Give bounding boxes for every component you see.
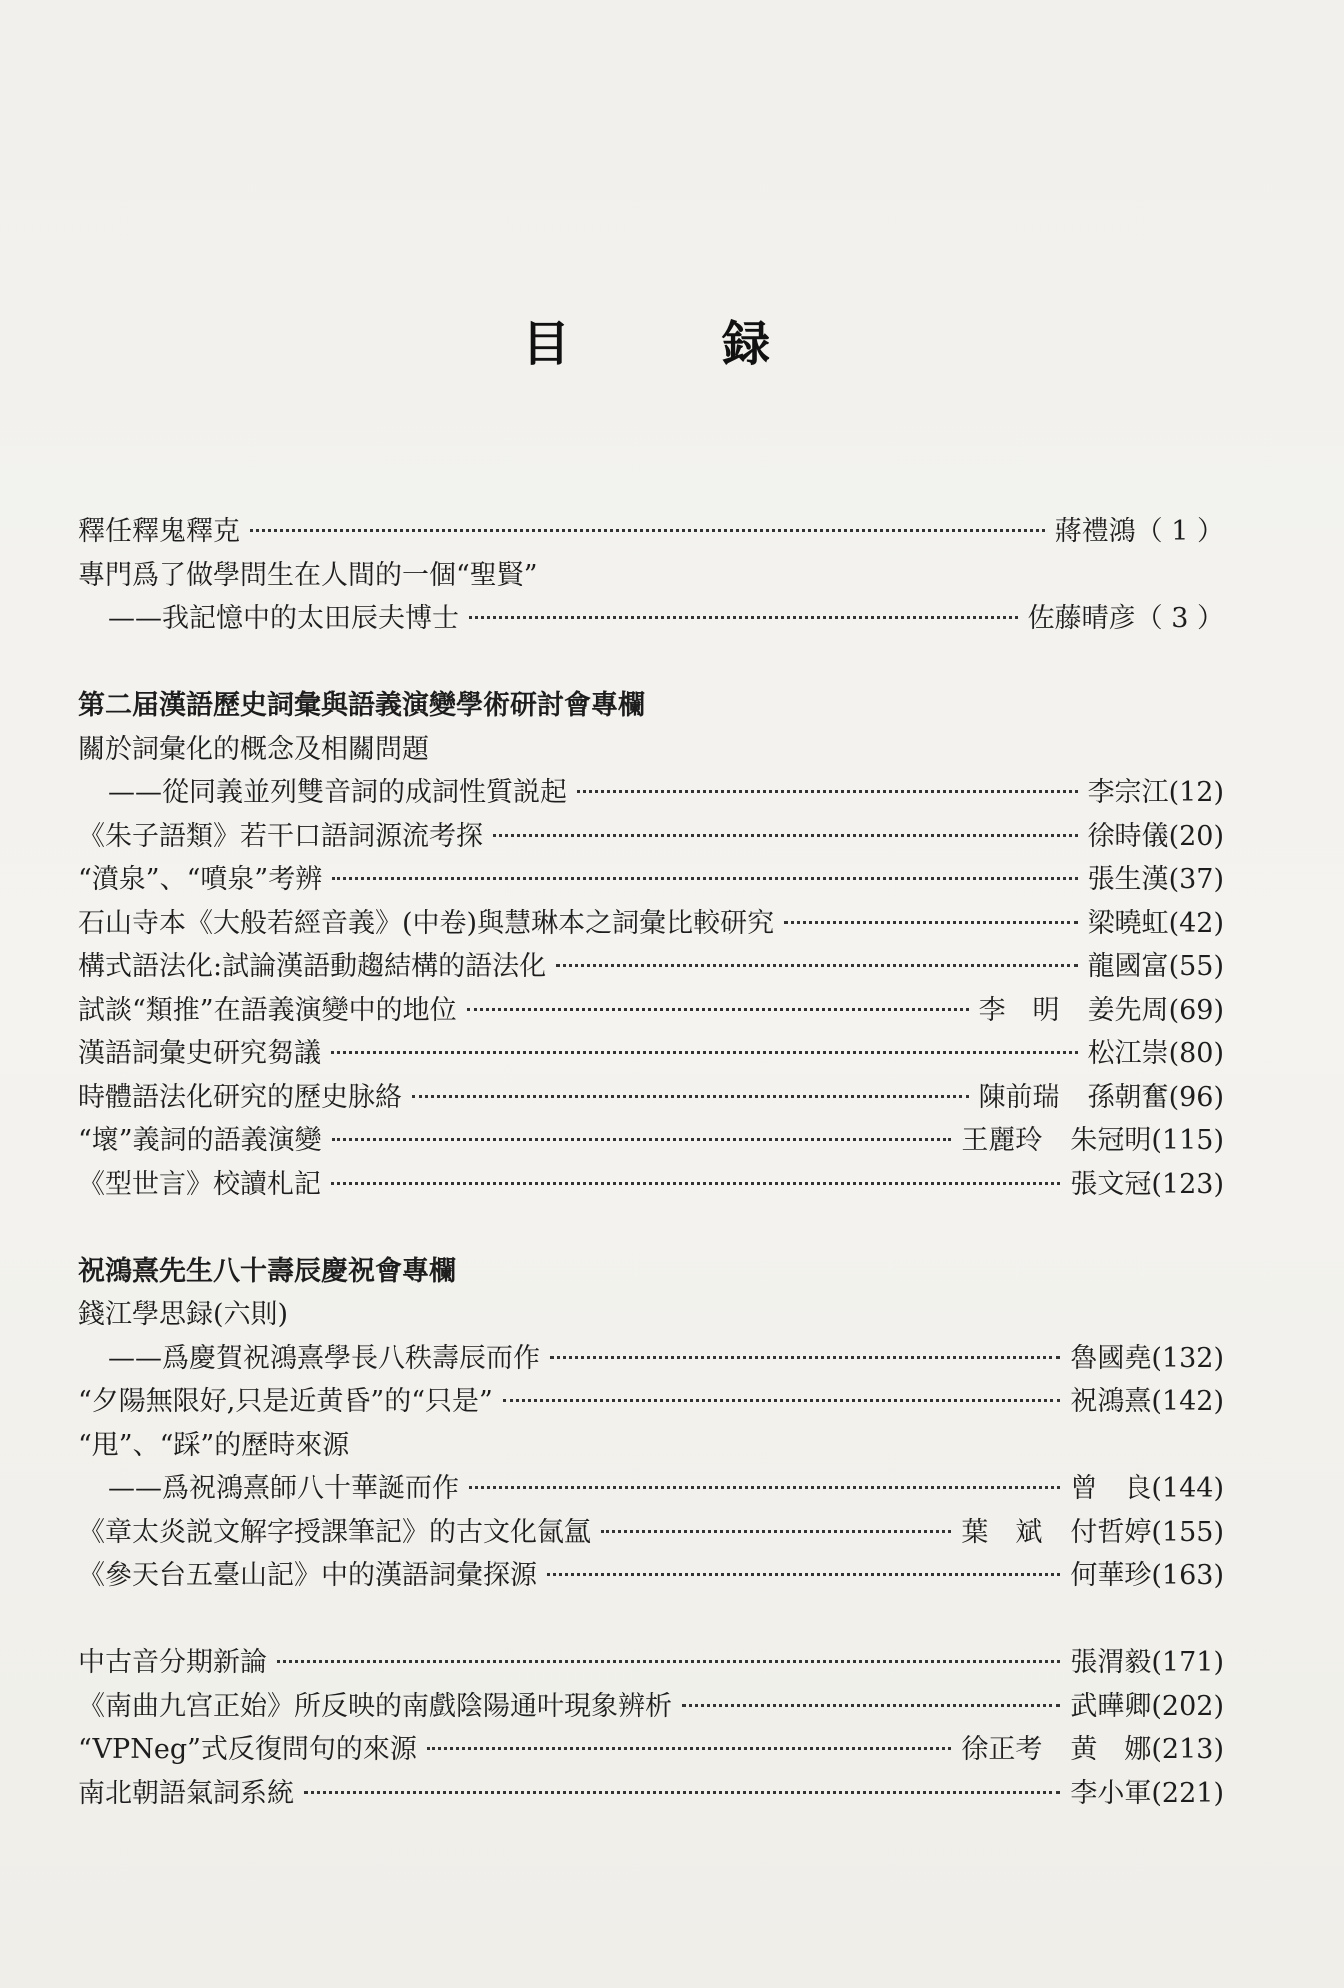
toc-entry[interactable] [78, 597, 1224, 641]
entry-subtitle: ——爲祝鴻熹師八十華誕而作 [108, 1473, 459, 1504]
entry-page: (123) [1151, 1168, 1224, 1200]
section-heading: 第二届漢語歷史詞彙與語義演變學術研討會專欄 [78, 690, 645, 721]
toc-entry[interactable] [78, 1032, 1224, 1076]
dot-leader [469, 1486, 1060, 1489]
entry-title: 《型世言》校讀札記 [78, 1168, 321, 1200]
dot-leader [412, 1095, 969, 1098]
entry-page: (163) [1151, 1560, 1224, 1591]
entry-title: 《朱子語類》若干口語詞源流考探 [78, 820, 483, 852]
toc-entry[interactable] [78, 945, 1224, 989]
entry-title: 《南曲九宫正始》所反映的南戲陰陽通叶現象辨析 [78, 1690, 672, 1722]
entry-author: 武曄卿(202) [1070, 1690, 1224, 1722]
entry-subtitle: ——爲慶賀祝鴻熹學長八秩壽辰而作 [108, 1342, 540, 1374]
entry-author: 張渭毅(171) [1070, 1647, 1224, 1678]
toc-entry[interactable] [78, 1076, 1224, 1120]
entry-page: (12) [1168, 777, 1224, 808]
entry-title: “夕陽無限好,只是近黄昏”的“只是” [78, 1386, 493, 1417]
toc-entry[interactable] [78, 989, 1224, 1033]
entry-title: 石山寺本《大般若經音義》(中卷)與慧琳本之詞彙比較研究 [78, 907, 775, 939]
entry-title[interactable]: 關於詞彙化的概念及相關問題 [78, 733, 429, 765]
entry-page: (115) [1151, 1125, 1224, 1156]
section-heading: 祝鴻熹先生八十壽辰慶祝會專欄 [78, 1255, 456, 1287]
entry-page: (144) [1151, 1473, 1224, 1504]
entry-title[interactable]: “甩”、“踩”的歷時來源 [78, 1429, 350, 1461]
toc-entry[interactable] [78, 1641, 1224, 1685]
entry-title: 釋任釋鬼釋克 [78, 516, 240, 547]
entry-title: 中古音分期新論 [78, 1647, 267, 1678]
entry-page: (96) [1168, 1081, 1224, 1113]
entry-coauthor: 王麗玲 [961, 1125, 1043, 1156]
dot-leader [556, 964, 1077, 967]
entry-author: 魯國堯(132) [1070, 1342, 1224, 1374]
entry-author: 梁曉虹(42) [1087, 907, 1224, 939]
entry-author: 李宗江(12) [1087, 777, 1224, 808]
entry-page: (202) [1151, 1690, 1224, 1722]
entry-author: 黄 娜(213) [1070, 1734, 1224, 1765]
entry-title: 漢語詞彙史研究芻議 [78, 1038, 321, 1069]
entry-title: “壞”義詞的語義演變 [78, 1125, 322, 1156]
toc-entry[interactable] [78, 1467, 1224, 1511]
entry-title: “濆泉”、“噴泉”考辨 [78, 864, 323, 895]
entry-page: （ 3 ） [1135, 603, 1224, 634]
entry-title: 南北朝語氣詞系統 [78, 1777, 294, 1809]
entry-page: (155) [1151, 1516, 1224, 1548]
dot-leader [547, 1573, 1060, 1576]
toc-entry[interactable] [78, 510, 1224, 554]
table-of-contents [78, 510, 1224, 1815]
entry-author: 李小軍(221) [1070, 1777, 1224, 1809]
entry-subtitle: ——從同義並列雙音詞的成詞性質説起 [108, 777, 567, 808]
dot-leader [577, 790, 1078, 793]
entry-title: 試談“類推”在語義演變中的地位 [78, 994, 457, 1026]
dot-leader [332, 1138, 952, 1141]
toc-entry[interactable] [78, 1728, 1224, 1772]
toc-entry[interactable] [78, 1772, 1224, 1816]
dot-leader [331, 1182, 1060, 1185]
toc-entry[interactable] [78, 858, 1224, 902]
entry-title: 《章太炎説文解字授課筆記》的古文化氤氲 [78, 1516, 591, 1548]
dot-leader [469, 616, 1018, 619]
entry-coauthor: 李 明 [978, 994, 1060, 1026]
toc-entry[interactable] [78, 1119, 1224, 1163]
entry-author: 何華珍(163) [1070, 1560, 1224, 1591]
entry-page: (171) [1151, 1647, 1224, 1678]
entry-page: (20) [1168, 820, 1224, 852]
entry-page: (55) [1168, 951, 1224, 982]
dot-leader [550, 1356, 1060, 1359]
entry-page: （ 1 ） [1135, 516, 1224, 547]
dot-leader [427, 1747, 951, 1750]
toc-entry[interactable] [78, 1337, 1224, 1381]
toc-entry[interactable] [78, 1380, 1224, 1424]
entry-author: 孫朝奮(96) [1087, 1081, 1224, 1113]
entry-title: 構式語法化:試論漢語動趨結構的語法化 [78, 951, 547, 982]
dot-leader [250, 529, 1045, 532]
entry-author: 松江崇(80) [1087, 1038, 1224, 1069]
entry-page: (221) [1151, 1777, 1224, 1809]
entry-author: 徐時儀(20) [1087, 820, 1224, 852]
entry-author: 蔣禮鴻（ 1 ） [1054, 516, 1224, 547]
entry-title: 時體語法化研究的歷史脉絡 [78, 1081, 402, 1113]
dot-leader [784, 921, 1077, 924]
toc-entry[interactable] [78, 902, 1224, 946]
dot-leader [601, 1530, 951, 1533]
dot-leader [277, 1660, 1060, 1663]
page-title: 目 録 [521, 316, 822, 372]
entry-page: (142) [1151, 1386, 1224, 1417]
entry-author: 曾 良(144) [1070, 1473, 1224, 1504]
toc-entry[interactable] [78, 815, 1224, 859]
dot-leader [331, 1051, 1078, 1054]
toc-entry[interactable] [78, 1554, 1224, 1598]
toc-entry[interactable] [78, 1685, 1224, 1729]
dot-leader [332, 877, 1077, 880]
entry-page: (80) [1168, 1038, 1224, 1069]
entry-author: 佐藤晴彦（ 3 ） [1027, 603, 1224, 634]
entry-title: “VPNeg”式反復問句的來源 [78, 1734, 417, 1765]
entry-title[interactable]: 專門爲了做學問生在人間的一個“聖賢” [78, 559, 538, 591]
entry-coauthor: 葉 斌 [961, 1516, 1043, 1548]
entry-author: 祝鴻熹(142) [1070, 1386, 1224, 1417]
entry-page: (37) [1168, 864, 1224, 895]
toc-entry[interactable] [78, 771, 1224, 815]
entry-page: (42) [1168, 907, 1224, 939]
toc-entry[interactable] [78, 1163, 1224, 1207]
entry-author: 付哲婷(155) [1070, 1516, 1224, 1548]
entry-author: 張生漢(37) [1087, 864, 1224, 895]
entry-author: 張文冠(123) [1070, 1168, 1224, 1200]
dot-leader [493, 834, 1078, 837]
dot-leader [503, 1399, 1061, 1402]
dot-leader [304, 1791, 1060, 1794]
toc-entry[interactable] [78, 1511, 1224, 1555]
entry-author: 龍國富(55) [1087, 951, 1224, 982]
entry-author: 朱冠明(115) [1070, 1125, 1224, 1156]
dot-leader [467, 1008, 969, 1011]
entry-subtitle: ——我記憶中的太田辰夫博士 [108, 603, 459, 634]
entry-page: (69) [1168, 994, 1224, 1026]
dot-leader [682, 1704, 1060, 1707]
entry-author: 姜先周(69) [1087, 994, 1224, 1026]
entry-title: 《參天台五臺山記》中的漢語詞彙探源 [78, 1560, 537, 1591]
entry-title[interactable]: 錢江學思録(六則) [78, 1299, 289, 1330]
entry-coauthor: 徐正考 [961, 1734, 1043, 1765]
entry-page: (213) [1151, 1734, 1224, 1765]
entry-coauthor: 陳前瑞 [978, 1081, 1060, 1113]
entry-page: (132) [1151, 1342, 1224, 1374]
